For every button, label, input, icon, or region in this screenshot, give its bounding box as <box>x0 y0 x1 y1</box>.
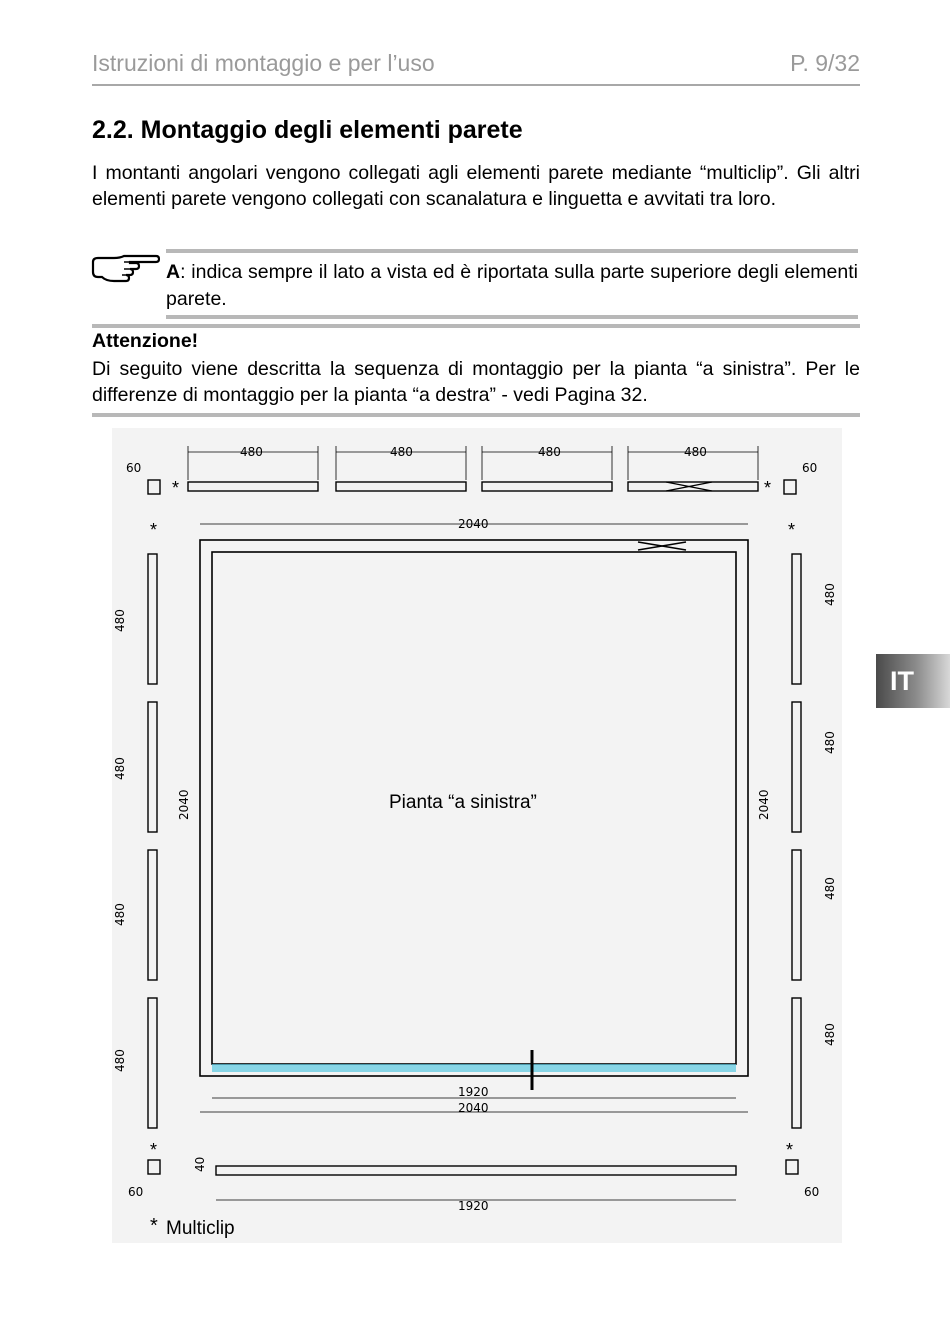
star-tr: * <box>764 478 772 498</box>
star-right-upper: * <box>788 520 796 540</box>
dim-left-3: 480 <box>113 903 127 926</box>
note-box <box>166 249 858 319</box>
pointing-hand-icon <box>90 252 160 286</box>
manual-title: Istruzioni di montaggio e per l’uso <box>92 50 435 76</box>
plan-label: Pianta “a sinistra” <box>389 792 537 813</box>
dim-top-2: 480 <box>390 445 413 459</box>
legend-label: Multiclip <box>166 1218 235 1239</box>
dim-left-4: 480 <box>113 1049 127 1072</box>
section-title: 2.2. Montaggio degli elementi parete <box>92 116 523 144</box>
drawing-background <box>112 428 842 1243</box>
dim-60-bl: 60 <box>128 1185 144 1199</box>
dim-right-4: 480 <box>823 1023 837 1046</box>
dim-left-1: 480 <box>113 609 127 632</box>
star-left-upper: * <box>150 520 158 540</box>
dim-right-1: 480 <box>823 583 837 606</box>
dim-top-4: 480 <box>684 445 707 459</box>
dim-2040-left: 2040 <box>177 789 191 820</box>
language-tab: IT <box>876 654 950 708</box>
floor-profile <box>212 1064 736 1072</box>
dim-top-3: 480 <box>538 445 561 459</box>
page-number: P. 9/32 <box>790 50 860 76</box>
dim-2040-top: 2040 <box>458 517 489 531</box>
warning-title: Attenzione! <box>92 330 199 352</box>
intro-paragraph: I montanti angolari vengono collegati agli elementi parete mediante “multiclip”. Gli altri elementi parete vengono collegati con scanalatura e linguetta e avvitati tra loro. <box>92 162 860 210</box>
note-text <box>166 259 858 313</box>
dim-top-1: 480 <box>240 445 263 459</box>
dim-60-tr: 60 <box>802 461 818 475</box>
assembly-drawing <box>112 428 842 1243</box>
dim-left-2: 480 <box>113 757 127 780</box>
dim-2040-right: 2040 <box>757 789 771 820</box>
warning-paragraph: Di seguito viene descritta la sequenza di montaggio per la pianta “a sinistra”. Per le differenze di montaggio per la pianta “a destra” - vedi Pagina 32. <box>92 358 860 406</box>
dim-60-br: 60 <box>804 1185 820 1199</box>
warning-rule-bottom <box>92 413 860 417</box>
dim-right-2: 480 <box>823 731 837 754</box>
dim-right-3: 480 <box>823 877 837 900</box>
legend-star: * <box>150 1215 158 1237</box>
page-header <box>92 48 860 86</box>
star-br: * <box>786 1140 794 1160</box>
star-tl: * <box>172 478 180 498</box>
dim-1920-plan: 1920 <box>458 1085 489 1099</box>
note-bold-marker: A <box>166 261 181 283</box>
dim-40: 40 <box>193 1156 207 1172</box>
dim-2040-bottom: 2040 <box>458 1101 489 1115</box>
note-body: : indica sempre il lato a vista ed è riportata sulla parte superiore degli elementi parete. <box>166 261 858 310</box>
dim-1920-profile: 1920 <box>458 1199 489 1213</box>
warning-rule-top <box>92 324 860 328</box>
dim-60-tl: 60 <box>126 461 142 475</box>
star-bl: * <box>150 1140 158 1160</box>
